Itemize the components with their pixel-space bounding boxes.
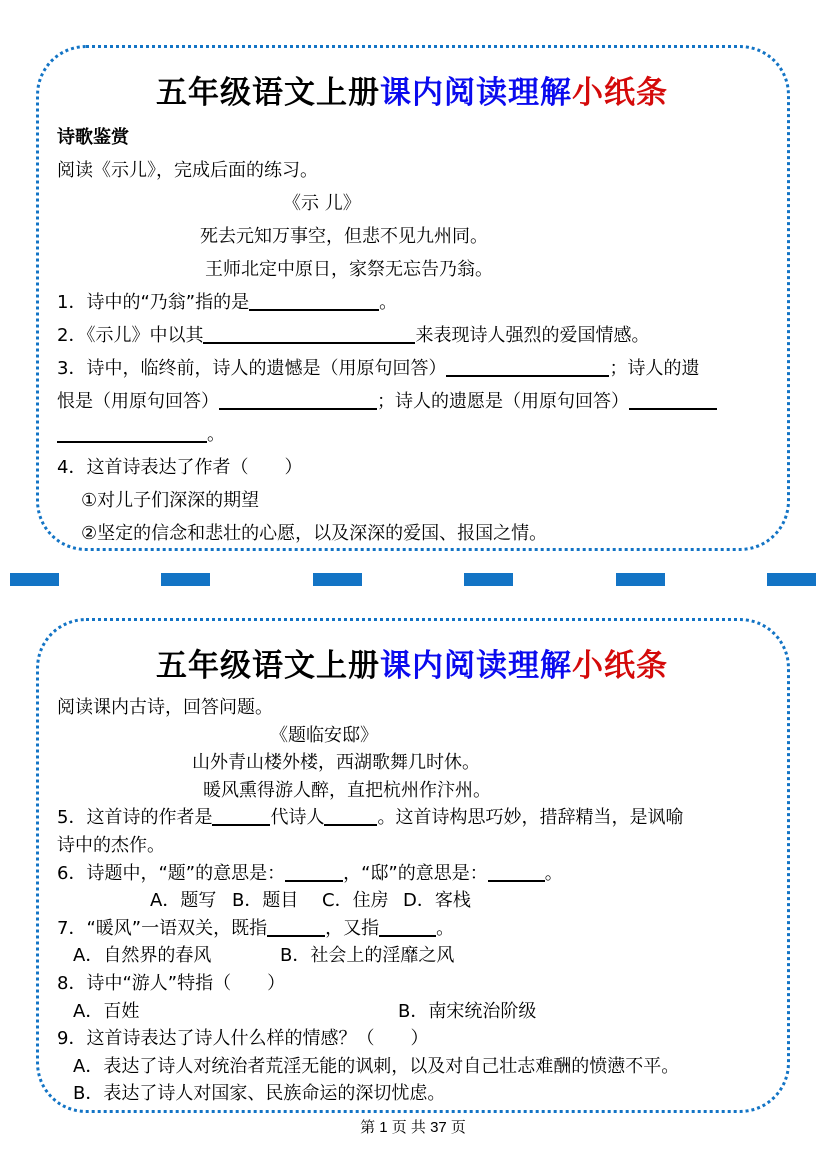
intro-line: 阅读课内古诗，回答问题。: [57, 697, 273, 718]
question-4-option-2: ②坚定的信念和悲壮的心愿，以及深深的爱国、报国之情。: [81, 523, 548, 544]
question-1-text-end: 。: [379, 292, 398, 313]
poem-title: 《题临安邸》: [270, 724, 378, 746]
page-number: 第 1 页 共 37 页: [360, 1119, 466, 1136]
question-3-line-3: [57, 418, 767, 451]
option-b: B．南宋统治阶级: [398, 1000, 537, 1022]
poem-line: 死去元知万事空，但悲不见九州同。: [200, 226, 488, 247]
question-8: 8．诗中“游人”特指（ ）: [57, 972, 286, 994]
question-4-option-1: ①对儿子们深深的期望: [81, 490, 260, 511]
separator-dash: [767, 573, 816, 586]
question-9-option-b: B．表达了诗人对国家、民族命运的深切忧虑。: [73, 1083, 446, 1105]
question-5-text: 。这首诗构思巧妙，措辞精当，是讽喻: [377, 807, 684, 829]
question-7-text-end: 。: [436, 917, 455, 939]
option-a: A．题写: [150, 890, 217, 912]
option-a: A．百姓: [73, 1000, 140, 1022]
question-6: [57, 860, 767, 888]
poem-title: 《示 儿》: [283, 193, 361, 214]
question-9: 9．这首诗表达了诗人什么样的情感？（ ）: [57, 1028, 429, 1050]
separator-dash: [464, 573, 513, 586]
question-5-text: 代诗人: [270, 807, 325, 829]
worksheet-title: [57, 67, 767, 112]
question-2: [57, 319, 767, 352]
answer-blank: [219, 391, 377, 410]
option-a: A．自然界的春风: [73, 945, 212, 967]
question-7-text: 7．“暖风”一语双关，既指: [57, 917, 268, 939]
title-grade-part: 五年级语文上册: [156, 75, 380, 111]
poem-line: 王师北定中原日，家祭无忘告乃翁。: [205, 259, 493, 280]
separator-dash: [10, 573, 59, 586]
question-7-options: [57, 942, 767, 970]
question-1: [57, 286, 767, 319]
title-grade-part: 五年级语文上册: [156, 648, 380, 684]
answer-blank: [324, 807, 377, 826]
question-3-text: 3．诗中，临终前，诗人的遗憾是（用原句回答）: [57, 358, 447, 379]
option-c: C．住房: [322, 890, 389, 912]
question-8-options: [57, 998, 767, 1026]
section-heading: 诗歌鉴赏: [57, 127, 129, 148]
answer-blank: [379, 918, 436, 937]
question-7-text: ，又指: [325, 917, 380, 939]
question-5-line-1: [57, 804, 767, 832]
question-7: [57, 915, 767, 943]
answer-blank: [285, 863, 343, 882]
option-d: D．客栈: [403, 890, 471, 912]
worksheet-card-1: [36, 45, 790, 551]
worksheet-title: [57, 640, 767, 685]
question-5-line-2: 诗中的杰作。: [57, 834, 165, 856]
option-b: B．题目: [232, 890, 299, 912]
answer-blank: [488, 863, 545, 882]
answer-blank: [629, 391, 717, 410]
question-3-text: ；诗人的遗愿是（用原句回答）: [377, 391, 629, 412]
answer-blank: [249, 292, 379, 311]
question-5-text: 5．这首诗的作者是: [57, 807, 213, 829]
answer-blank: [203, 325, 415, 344]
answer-blank: [446, 358, 609, 377]
question-2-text: 2．《示儿》中以其: [57, 325, 204, 346]
separator-dash: [313, 573, 362, 586]
separator-dash: [161, 573, 210, 586]
worksheet-card-2: [36, 618, 790, 1113]
question-9-option-a: A．表达了诗人对统治者荒淫无能的讽刺，以及对自己壮志难酬的愤懑不平。: [73, 1055, 680, 1077]
poem-line: 山外青山楼外楼，西湖歌舞几时休。: [192, 752, 480, 774]
question-3-text: 恨是（用原句回答）: [57, 391, 219, 412]
question-3-line-1: [57, 352, 767, 385]
question-3-text-end: 。: [207, 424, 225, 445]
question-6-text: 6．诗题中，“题”的意思是：: [57, 862, 286, 884]
title-topic-part: 课内阅读理解: [380, 648, 572, 684]
separator-dash: [616, 573, 665, 586]
answer-blank: [57, 424, 207, 443]
question-2-text-end: 来表现诗人强烈的爱国情感。: [415, 325, 650, 346]
poem-line: 暖风熏得游人醉，直把杭州作汴州。: [203, 779, 491, 801]
answer-blank: [267, 918, 325, 937]
question-4: 4．这首诗表达了作者（ ）: [57, 457, 303, 478]
answer-blank: [212, 807, 270, 826]
question-6-options: [57, 887, 767, 915]
cut-line-separator: [10, 573, 816, 586]
question-3-line-2: [57, 385, 767, 418]
question-6-text-end: 。: [544, 862, 563, 884]
title-topic-part: 课内阅读理解: [380, 75, 572, 111]
question-3-text: ；诗人的遗: [609, 358, 700, 379]
intro-line: 阅读《示儿》，完成后面的练习。: [57, 160, 318, 181]
title-label-part: 小纸条: [572, 648, 668, 684]
question-6-text: ，“邸”的意思是：: [343, 862, 488, 884]
option-b: B．社会上的淫靡之风: [280, 945, 455, 967]
title-label-part: 小纸条: [572, 75, 668, 111]
question-1-text: 1．诗中的“乃翁”指的是: [57, 292, 250, 313]
